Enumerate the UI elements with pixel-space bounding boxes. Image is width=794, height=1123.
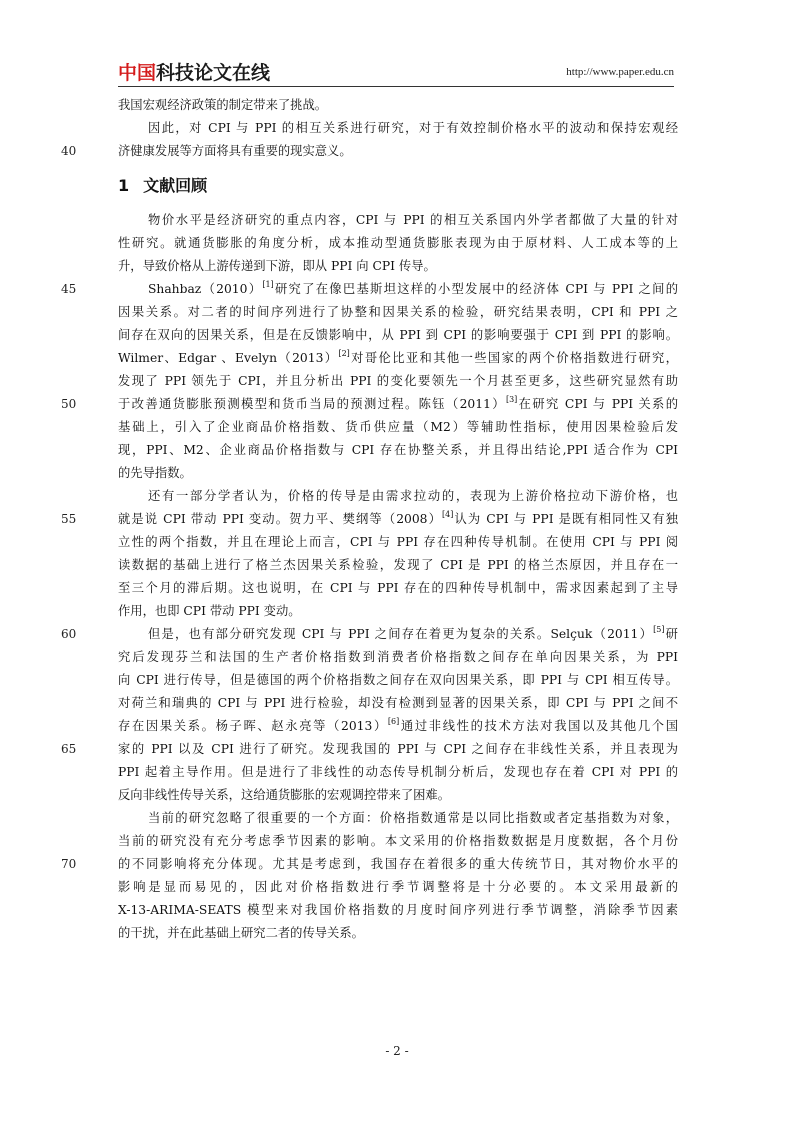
text-line <box>61 853 678 876</box>
line-text: 认为 CPI 与 PPI 是既有相同性又有独 <box>453 512 678 526</box>
text-line <box>118 255 678 278</box>
citation-ref[interactable]: [1] <box>262 280 274 289</box>
text-line <box>61 278 678 301</box>
line-text: 现，PPI、M2、企业商品价格指数与 CPI 存在协整关系，并且得出结论,PPI 适合作为 CPI <box>118 443 678 457</box>
line-text: 升，导致价格从上游传递到下游，即从 PPI 向 CPI 传导。 <box>118 259 436 273</box>
line-text: 就是说 CPI 带动 PPI 变动。贺力平、樊纲等（2008） <box>118 512 442 526</box>
line-text: 立性的两个指数，并且在理论上而言，CPI 与 PPI 存在四种传导机制。在使用 CPI 与 PPI 阅 <box>118 535 678 549</box>
line-text: 因此，对 CPI 与 PPI 的相互关系进行研究，对于有效控制价格水平的波动和保持宏观经 <box>148 121 678 135</box>
text-line <box>118 807 678 830</box>
line-text: X-13-ARIMA-SEATS 模型来对我国价格指数的月度时间序列进行季节调整，消除季节因素 <box>118 903 678 917</box>
line-text: 于改善通货膨胀预测模型和货币当局的预测过程。陈钰（2011） <box>118 397 506 411</box>
text-line <box>61 623 678 646</box>
text-line <box>118 899 678 922</box>
journal-logo <box>118 58 270 85</box>
line-text: 读数据的基础上进行了格兰杰因果关系检验，发现了 CPI 是 PPI 的格兰杰原因，并且存在一 <box>118 558 678 572</box>
line-text: 研 <box>664 627 678 641</box>
line-text: PPI 起着主导作用。但是进行了非线性的动态传导机制分析后，发现也存在着 CPI 对 PPI 的 <box>118 765 678 779</box>
line-text: 当前的研究忽略了很重要的一个方面：价格指数通常是以同比指数或者定基指数为对象， <box>148 811 678 825</box>
article-body <box>61 94 679 945</box>
line-text: 物价水平是经济研究的重点内容，CPI 与 PPI 的相互关系国内外学者都做了大量的针对 <box>148 213 678 227</box>
line-text: 作用，也即 CPI 带动 PPI 变动。 <box>118 604 301 618</box>
header-url[interactable]: http://www.paper.edu.cn <box>566 66 674 78</box>
text-line <box>118 485 678 508</box>
line-text: 家的 PPI 以及 CPI 进行了研究。发现我国的 PPI 与 CPI 之间存在非线性关系，并且表现为 <box>118 742 678 756</box>
text-line <box>118 600 678 623</box>
line-text: 还有一部分学者认为，价格的传导是由需求拉动的，表现为上游价格拉动下游价格，也 <box>148 489 678 503</box>
line-number: 40 <box>61 144 77 158</box>
line-text: Wilmer、Edgar 、Evelyn（2013） <box>118 351 339 365</box>
section-number: 1 <box>118 176 130 195</box>
text-line <box>61 393 679 416</box>
text-line <box>118 462 678 485</box>
line-text: 通过非线性的技术方法对我国以及其他几个国 <box>399 719 678 733</box>
line-text: 我国宏观经济政策的制定带来了挑战。 <box>118 98 328 112</box>
citation-ref[interactable]: [4] <box>442 510 454 519</box>
line-text: 的先导指数。 <box>118 466 192 480</box>
line-text: 的干扰，并在此基础上研究二者的传导关系。 <box>118 926 364 940</box>
text-line <box>118 876 678 899</box>
line-text: 基础上，引入了企业商品价格指数、货币供应量（M2）等辅助性指标，使用因果检验后发 <box>118 420 678 434</box>
page-number: - 2 - <box>385 1044 409 1058</box>
text-line <box>118 232 678 255</box>
text-line <box>118 761 678 784</box>
line-text: Shahbaz（2010） <box>148 282 263 296</box>
line-text: 至三个月的滞后期。这也说明，在 CPI 与 PPI 存在的四种传导机制中，需求因素起到了主导 <box>118 581 678 595</box>
text-line <box>118 669 678 692</box>
line-text: 反向非线性传导关系，这给通货膨胀的宏观调控带来了困难。 <box>118 788 451 802</box>
logo-red-text: 中国 <box>118 62 157 84</box>
text-line <box>118 830 678 853</box>
text-line <box>118 715 678 738</box>
text-line <box>61 738 678 761</box>
line-text: 存在因果关系。杨子晖、赵永亮等（2013） <box>118 719 388 733</box>
logo-black-text: 科技论文在线 <box>156 62 271 84</box>
line-text: 对哥伦比亚和其他一些国家的两个价格指数进行研究， <box>349 351 678 365</box>
text-line <box>118 370 678 393</box>
line-text: 性研究。就通货膨胀的角度分析，成本推动型通货膨胀表现为由于原材料、人工成本等的上 <box>118 236 678 250</box>
line-text: 济健康发展等方面将具有重要的现实意义。 <box>118 144 352 158</box>
text-line <box>118 94 678 117</box>
line-text: 究后发现芬兰和法国的生产者价格指数到消费者价格指数之间存在单向因果关系，为 PPI <box>118 650 678 664</box>
line-number: 45 <box>61 282 77 296</box>
line-text: 因果关系。对二者的时间序列进行了协整和因果关系的检验，研究结果表明，CPI 和 PPI 之 <box>118 305 678 319</box>
citation-ref[interactable]: [5] <box>653 625 665 634</box>
section-heading <box>118 163 678 209</box>
line-number: 55 <box>61 512 77 526</box>
citation-ref[interactable]: [6] <box>387 717 400 726</box>
text-line <box>118 922 678 945</box>
section-title: 文献回顾 <box>143 176 208 195</box>
line-text: 发现了 PPI 领先于 CPI，并且分析出 PPI 的变化要领先一个月甚至更多，这些研究显然有助 <box>118 374 678 388</box>
line-number: 60 <box>61 627 77 641</box>
text-line <box>118 347 678 370</box>
line-number: 70 <box>61 857 77 871</box>
line-text: 的不同影响将充分体现。尤其是考虑到，我国存在着很多的重大传统节日，其对物价水平的 <box>118 857 678 871</box>
text-line <box>118 531 678 554</box>
text-line <box>118 554 678 577</box>
line-number: 65 <box>61 742 77 756</box>
line-text: 当前的研究没有充分考虑季节因素的影响。本文采用的价格指数数据是月度数据，各个月份 <box>118 834 678 848</box>
text-line <box>118 117 678 140</box>
text-line <box>118 324 678 347</box>
text-line <box>118 439 678 462</box>
line-text: 研究了在像巴基斯坦这样的小型发展中的经济体 CPI 与 PPI 之间的 <box>273 282 678 296</box>
text-line <box>118 646 678 669</box>
line-text: 在研究 CPI 与 PPI 关系的 <box>517 397 679 411</box>
text-line <box>61 140 678 163</box>
line-number: 50 <box>61 397 77 411</box>
text-line <box>61 508 678 531</box>
header-rule <box>118 86 674 87</box>
text-line <box>118 692 678 715</box>
text-line <box>118 577 678 600</box>
line-text: 影响是显而易见的，因此对价格指数进行季节调整将是十分必要的。本文采用最新的 <box>118 880 678 894</box>
line-text: 向 CPI 进行传导，但是德国的两个价格指数之间存在双向因果关系，即 PPI 与 CPI 相互传导。 <box>118 673 678 687</box>
line-text: 但是，也有部分研究发现 CPI 与 PPI 之间存在着更为复杂的关系。Selçuk（2011） <box>148 627 654 641</box>
text-line <box>118 209 678 232</box>
citation-ref[interactable]: [3] <box>505 395 518 404</box>
text-line <box>118 784 678 807</box>
page-header <box>118 56 674 86</box>
citation-ref[interactable]: [2] <box>338 349 350 358</box>
line-text: 间存在双向的因果关系，但是在反馈影响中，从 PPI 到 CPI 的影响要强于 CPI 到 PPI 的影响。 <box>118 328 678 342</box>
text-line <box>118 301 678 324</box>
text-line <box>118 416 678 439</box>
line-text: 对荷兰和瑞典的 CPI 与 PPI 进行检验，却没有检测到显著的因果关系，即 CPI 与 PPI 之间不 <box>118 696 678 710</box>
